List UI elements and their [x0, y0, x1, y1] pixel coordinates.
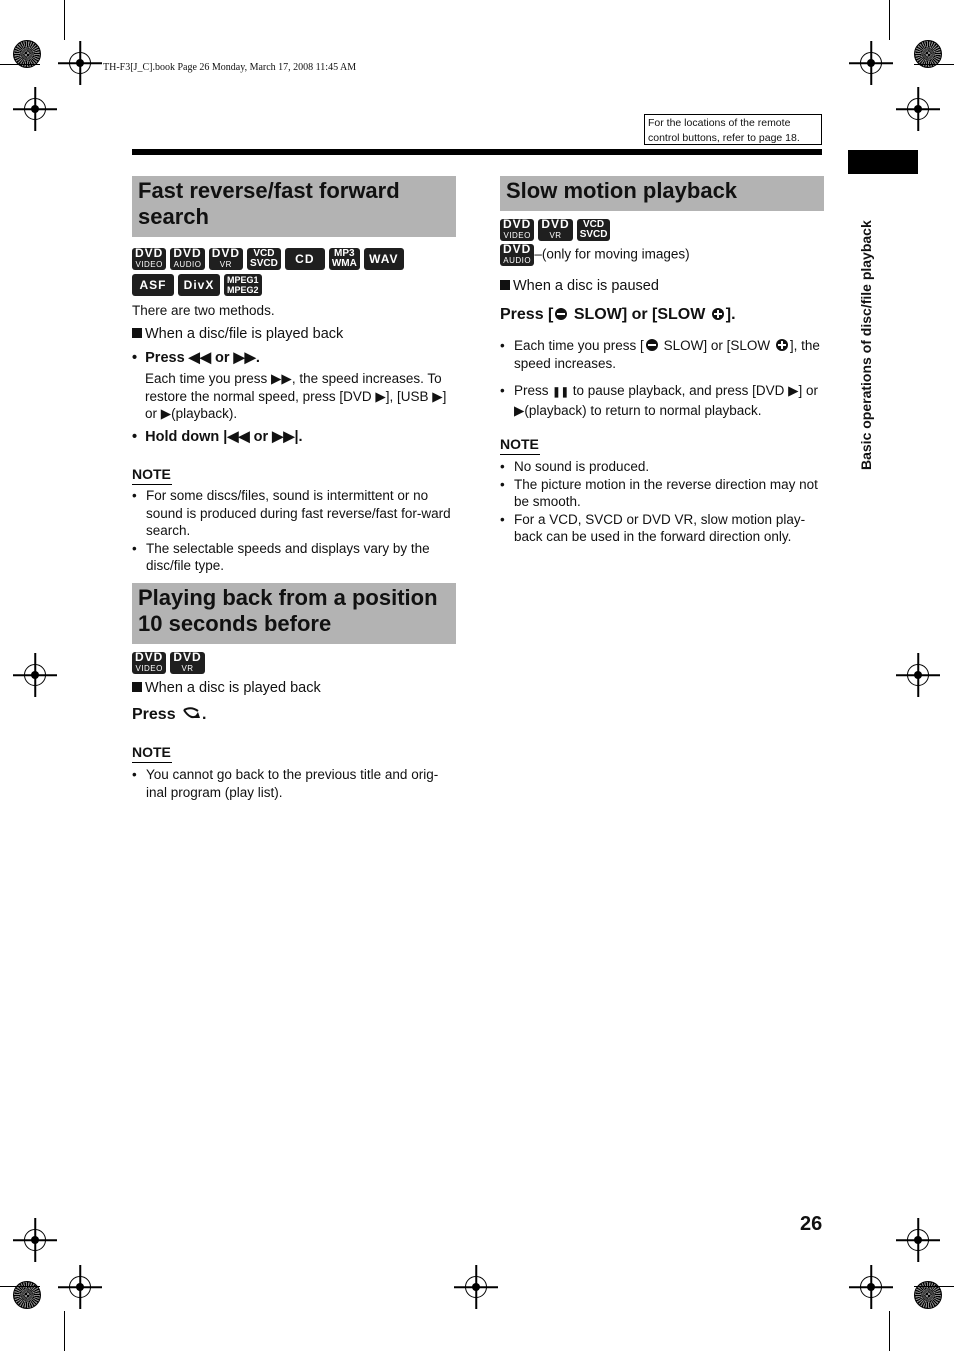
crosshair-mark: [69, 52, 91, 74]
reference-box: For the locations of the remote control buttons, refer to page 18.: [644, 114, 822, 145]
crosshair-mark: [907, 98, 929, 120]
badge-vcd-svcd: VCD SVCD: [577, 219, 611, 241]
badge-dvd-audio: DVD AUDIO: [500, 244, 534, 266]
audio-note: –(only for moving images): [534, 246, 690, 262]
crosshair-mark: [860, 52, 882, 74]
crosshair-mark: [907, 1229, 929, 1251]
crop-line: [0, 1286, 40, 1287]
crop-line: [64, 0, 65, 40]
note-label: NOTE: [132, 744, 172, 763]
step-description: Each time you press ▶▶, the speed increases. To restore the normal speed, press [DVD ▶], [USB ▶] or ▶(playback).: [145, 371, 447, 421]
badge-mp3-wma: MP3 WMA: [329, 248, 360, 270]
top-rule: [132, 149, 822, 155]
crosshair-mark: [24, 98, 46, 120]
crop-line: [914, 64, 954, 65]
crosshair-mark: [24, 664, 46, 686]
crosshair-mark: [24, 1229, 46, 1251]
crop-line: [0, 64, 40, 65]
crosshair-mark: [860, 1276, 882, 1298]
crosshair-mark: [69, 1276, 91, 1298]
slow-minus-icon: [555, 308, 567, 320]
condition-text: When a disc is played back: [132, 679, 321, 697]
badge-divx: DivX: [178, 274, 220, 296]
side-chapter-title: Basic operations of disc/file playback: [858, 220, 874, 470]
badge-dvd-video: DVD VIDEO: [132, 248, 166, 270]
badge-wav: WAV: [364, 248, 404, 270]
chapter-tab: [848, 150, 918, 174]
slow-minus-icon: [646, 339, 658, 351]
section-title-fast-search: Fast reverse/fast forward search: [132, 176, 456, 237]
format-badges-slow: [500, 219, 614, 241]
pause-icon: ❚❚: [552, 387, 570, 398]
slow-bullet-item: • Each time you press [ SLOW] or [SLOW ], the speed increases.: [500, 337, 822, 372]
badge-dvd-video: DVD VIDEO: [132, 652, 166, 674]
badge-vcd-svcd: VCD SVCD: [247, 248, 281, 270]
note-item: • The picture motion in the reverse direction may not be smooth.: [500, 476, 824, 511]
section-title-slow-motion: Slow motion playback: [500, 176, 824, 211]
note-item: • For some discs/files, sound is intermittent or no sound is produced during fast reverse/fast for-ward search.: [132, 487, 454, 540]
note-item: • No sound is produced.: [500, 458, 824, 476]
format-badges-back10: [132, 652, 209, 674]
badge-cd: CD: [285, 248, 325, 270]
badge-dvd-video: DVD VIDEO: [500, 219, 534, 241]
crop-line: [889, 0, 890, 40]
page-number: 26: [800, 1213, 823, 1235]
back-arrow-icon: [180, 707, 202, 721]
step-hold-down: • Hold down |◀◀ or ▶▶|.: [132, 429, 303, 445]
slow-plus-icon: [776, 339, 788, 351]
slow-bullet-list: [500, 337, 822, 419]
note-item: • You cannot go back to the previous title and orig-inal program (play list).: [132, 766, 456, 801]
press-back-button: Press .: [132, 706, 207, 723]
note-list: [132, 487, 454, 575]
badge-mpeg: MPEG1 MPEG2: [224, 274, 262, 296]
crosshair-mark: [907, 664, 929, 686]
file-info-header: TH-F3[J_C].book Page 26 Monday, March 17, 2008 11:45 AM: [103, 62, 357, 73]
badge-dvd-vr: DVD VR: [209, 248, 243, 270]
condition-text: When a disc/file is played back: [132, 325, 343, 343]
format-badges-slow-audio: [500, 244, 690, 266]
slow-plus-icon: [712, 308, 724, 320]
note-item: • For a VCD, SVCD or DVD VR, slow motion play-back can be used in the forward direction only.: [500, 511, 824, 546]
note-label: NOTE: [500, 436, 540, 455]
press-slow-buttons: Press [ SLOW] or [SLOW ].: [500, 306, 736, 323]
crosshair-mark: [465, 1276, 487, 1298]
note-item: • The selectable speeds and displays vary by the disc/file type.: [132, 540, 454, 575]
note-list: [500, 458, 824, 546]
format-badges-fast-search-row2: [132, 274, 266, 296]
step-press-search: • Press ◀◀ or ▶▶.: [132, 350, 260, 366]
badge-dvd-vr: DVD VR: [170, 652, 204, 674]
badge-dvd-audio: DVD AUDIO: [170, 248, 204, 270]
section-title-back10: Playing back from a position 10 seconds before: [132, 583, 456, 644]
format-badges-fast-search: [132, 248, 462, 270]
note-label: NOTE: [132, 466, 172, 485]
badge-asf: ASF: [132, 274, 174, 296]
badge-dvd-vr: DVD VR: [538, 219, 572, 241]
condition-text: When a disc is paused: [500, 277, 659, 295]
crop-line: [914, 1286, 954, 1287]
note-list: [132, 766, 456, 801]
slow-bullet-item: • Press ❚❚ to pause playback, and press [DVD ▶] or ▶(playback) to return to normal playback.: [500, 382, 822, 419]
crop-line: [64, 1311, 65, 1351]
crop-line: [889, 1311, 890, 1351]
intro-text: There are two methods.: [132, 303, 275, 318]
